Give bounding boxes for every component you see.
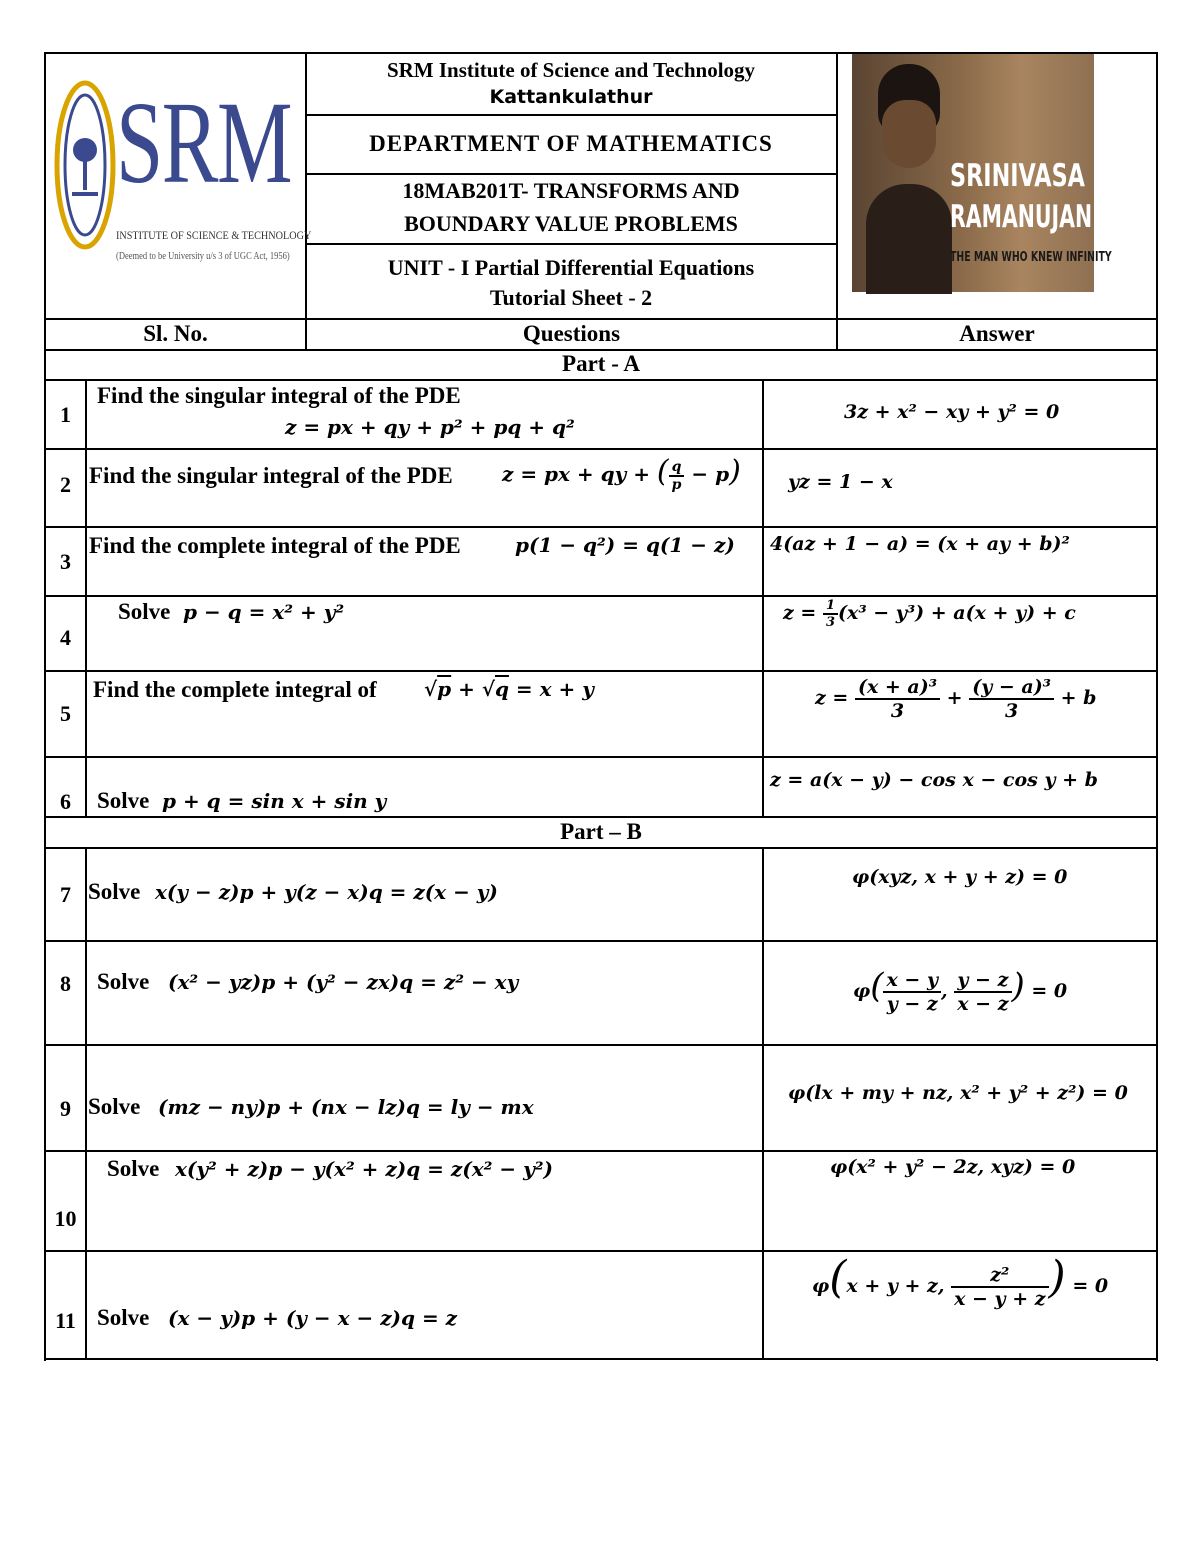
header-bottom-line — [44, 318, 1158, 320]
row-number: 11 — [55, 1308, 76, 1333]
row-line — [44, 670, 1158, 672]
row-number: 6 — [60, 789, 71, 814]
question-text: Solve — [97, 788, 150, 813]
department-name: DEPARTMENT OF MATHEMATICS — [369, 131, 773, 156]
logo-subtitle: INSTITUTE OF SCIENCE & TECHNOLOGY — [116, 228, 312, 242]
answer-math: 3z + x² − xy + y² = 0 — [844, 401, 1060, 423]
question-math: √p + √q = x + y — [424, 677, 594, 701]
row-line — [44, 1150, 1158, 1152]
question-math: (mz − ny)p + (nx − lz)q = ly − mx — [158, 1095, 534, 1119]
header-line-3 — [305, 243, 837, 245]
question-math: p(1 − q²) = q(1 − z) — [515, 533, 735, 557]
answer-math: φ(xyz, x + y + z) = 0 — [852, 866, 1068, 888]
row-number: 8 — [60, 971, 71, 996]
answer-math: φ( $\frac{x - y}{y - z}$ , $\frac{y - z}{x - z}$ ) = 0 — [853, 966, 1068, 1015]
col-no-divider — [85, 379, 87, 817]
answer-math: yz = 1 − x — [788, 471, 893, 493]
col-no-divider-b — [85, 848, 87, 1360]
question-text: Find the singular integral of the PDE — [97, 383, 461, 408]
row-number: 5 — [60, 701, 71, 726]
table-border-bottom — [44, 1358, 1158, 1360]
question-math: x(y − z)p + y(z − x)q = z(x − y) — [155, 880, 498, 904]
question-math: (x − y)p + (y − x − z)q = z — [168, 1306, 458, 1330]
question-text: Find the complete integral of — [93, 677, 377, 702]
ramanujan-portrait — [852, 54, 1112, 292]
part-a-bottom-line — [44, 379, 1158, 381]
row-line — [44, 448, 1158, 450]
answer-math: z = $\frac{\text{(x + a)³}}{3}$ + $\frac{\text{(y − a)³}}{3}$ + b — [815, 676, 1097, 722]
course-line-1: 18MAB201T- TRANSFORMS AND — [402, 178, 740, 203]
question-math: x(y² + z)p − y(x² + z)q = z(x² − y²) — [175, 1157, 553, 1181]
column-header-answer: Answer — [959, 321, 1035, 346]
question-text: Solve — [88, 879, 141, 904]
row-number: 10 — [54, 1206, 77, 1231]
unit-title: UNIT - I Partial Differential Equations — [387, 255, 755, 280]
row-number: 4 — [60, 625, 71, 650]
question-text: Find the complete integral of the PDE — [89, 533, 461, 558]
row-line — [44, 1044, 1158, 1046]
col-answer-divider-b — [762, 848, 764, 1360]
answer-math: z = a(x − y) − cos x − cos y + b — [770, 769, 1098, 791]
answer-math: φ(lx + my + nz, x² + y² + z²) = 0 — [788, 1082, 1128, 1104]
srm-emblem-icon — [54, 80, 116, 250]
part-b-bottom-line — [44, 847, 1158, 849]
question-math: z = px + qy + ( $\frac{q}{p}$ − p) — [502, 454, 741, 493]
institute-name: SRM Institute of Science and Technology — [386, 58, 756, 82]
table-border-right — [1156, 52, 1158, 1361]
row-line — [44, 756, 1158, 758]
row-number: 3 — [60, 549, 71, 574]
portrait-name-1: SRINIVASA — [950, 158, 1085, 194]
row-number: 1 — [60, 402, 71, 427]
question-text: Solve — [107, 1156, 160, 1181]
campus-name: Kattankulathur — [489, 86, 653, 108]
question-math: (x² − yz)p + (y² − zx)q = z² − xy — [168, 970, 519, 994]
column-header-sl-no: Sl. No. — [143, 321, 208, 346]
answer-math: z = $\frac{1}{3}$ (x³ − y³) + a(x + y) + c — [783, 598, 1076, 630]
row-number: 7 — [60, 882, 71, 907]
header-line-1 — [305, 114, 837, 116]
answer-math: 4(az + 1 − a) = (x + ay + b)² — [770, 533, 1070, 555]
row-line — [44, 940, 1158, 942]
row-line — [44, 526, 1158, 528]
question-text: Solve — [97, 969, 150, 994]
course-line-2: BOUNDARY VALUE PROBLEMS — [404, 211, 738, 236]
question-math: p − q = x² + y² — [183, 600, 345, 624]
row-line — [44, 595, 1158, 597]
portrait-tagline: THE MAN WHO KNEW INFINITY — [950, 250, 1112, 265]
row-line — [44, 816, 1158, 818]
question-text: Solve — [97, 1305, 150, 1330]
part-b-heading: Part – B — [560, 819, 642, 844]
question-math: z = px + qy + p² + pq + q² — [285, 415, 575, 439]
question-text: Find the singular integral of the PDE — [89, 463, 453, 488]
header-line-2 — [305, 173, 837, 175]
answer-math: φ(x + y + z, $\frac{\text{z²}}{x - y + z}$ ) = 0 — [812, 1252, 1109, 1310]
column-header-questions: Questions — [522, 321, 621, 346]
question-text: Solve — [118, 599, 171, 624]
logo-subtitle-2: (Deemed to be University u/s 3 of UGC Act, 1956) — [116, 251, 290, 262]
logo-text: SRM — [116, 77, 292, 208]
col-answer-divider — [762, 379, 764, 817]
sheet-title: Tutorial Sheet - 2 — [489, 285, 653, 310]
header-divider-2 — [836, 52, 838, 350]
part-a-heading: Part - A — [562, 351, 640, 376]
answer-math: φ(x² + y² − 2z, xyz) = 0 — [830, 1156, 1076, 1178]
question-math: p + q = sin x + sin y — [162, 789, 387, 813]
row-number: 2 — [60, 472, 71, 497]
row-number: 9 — [60, 1096, 71, 1121]
question-text: Solve — [88, 1094, 141, 1119]
srm-logo — [54, 77, 312, 278]
portrait-name-2: RAMANUJAN — [950, 199, 1093, 235]
portrait-figure — [866, 64, 952, 292]
